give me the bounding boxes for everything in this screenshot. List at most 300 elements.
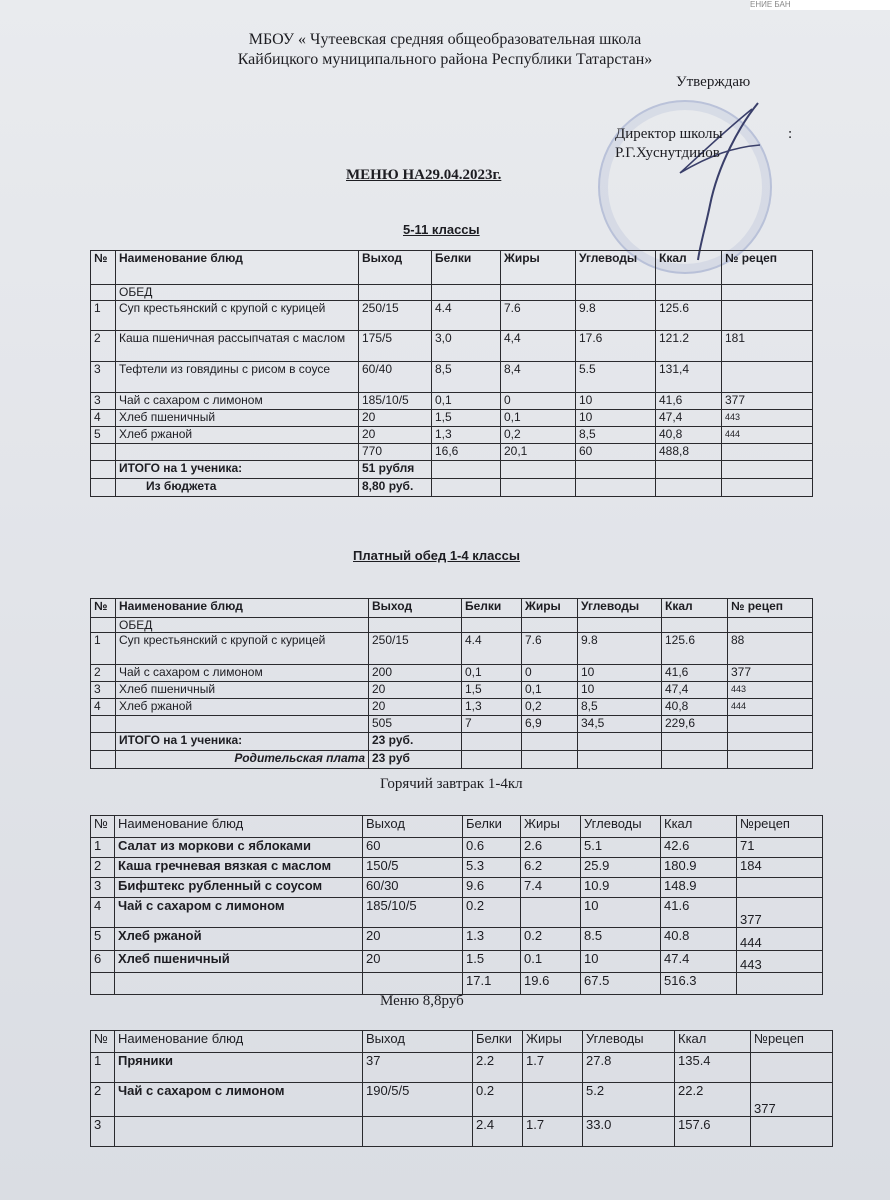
table-cell: Хлеб пшеничный	[115, 951, 363, 973]
table-cell: Салат из моркови с яблоками	[115, 838, 363, 858]
col-protein: Белки	[473, 1031, 523, 1053]
table2-caption: Платный обед 1-4 классы	[353, 548, 520, 563]
table-cell: 3	[91, 878, 115, 898]
table-cell	[91, 716, 116, 733]
table-cell: 443	[722, 410, 813, 427]
table-cell: 27.8	[583, 1053, 675, 1083]
table-cell: Хлеб ржаной	[116, 427, 359, 444]
table-cell: 5.3	[463, 858, 521, 878]
section-label: ОБЕД	[116, 285, 359, 301]
table-cell	[522, 618, 578, 633]
table-cell	[578, 618, 662, 633]
col-fat: Жиры	[501, 251, 576, 285]
table-row	[91, 699, 813, 716]
table-cell: 181	[722, 331, 813, 362]
table-cell: 0.2	[521, 928, 581, 951]
table-cell: 3,0	[432, 331, 501, 362]
col-recipe: № рецеп	[722, 251, 813, 285]
table-cell: 8,5	[578, 699, 662, 716]
table-cell	[462, 751, 522, 769]
table-cell: 0.1	[521, 951, 581, 973]
table-cell: 10	[581, 951, 661, 973]
col-portion: Выход	[363, 816, 463, 838]
table-cell	[728, 716, 813, 733]
table-cell	[737, 878, 823, 898]
school-name-line1: МБОУ « Чутеевская средняя общеобразовательная школа	[248, 31, 642, 48]
table3-caption: Горячий завтрак 1-4кл	[380, 776, 523, 792]
table-row	[91, 410, 813, 427]
table-cell: 40.8	[661, 928, 737, 951]
school-name-line2: Кайбицкого муниципального района Республики Татарстан»	[237, 51, 653, 68]
col-number: №	[91, 1031, 115, 1053]
table-cell: 9.8	[576, 301, 656, 331]
table1-caption: 5-11 классы	[403, 222, 480, 237]
table1-section-row	[91, 285, 813, 301]
col-fat: Жиры	[521, 816, 581, 838]
table-cell: 444	[728, 699, 813, 716]
col-recipe: №рецеп	[737, 816, 823, 838]
table-cell: 47.4	[661, 951, 737, 973]
col-dish: Наименование блюд	[116, 251, 359, 285]
table-cell: 10	[578, 665, 662, 682]
table-row	[91, 682, 813, 699]
table-cell: 148.9	[661, 878, 737, 898]
table-cell: 377	[728, 665, 813, 682]
table-cell: 0,1	[522, 682, 578, 699]
table-cell: 4,4	[501, 331, 576, 362]
table-cell	[91, 973, 115, 995]
col-number: №	[91, 599, 116, 618]
table-cell	[432, 461, 501, 479]
itogo-row	[91, 733, 813, 751]
table-cell: 22.2	[675, 1083, 751, 1117]
table-cell: 135.4	[675, 1053, 751, 1083]
table-cell: 0	[501, 393, 576, 410]
table-cell: 0.2	[463, 898, 521, 928]
table-cell: Чай с сахаром с лимоном	[115, 1083, 363, 1117]
table-cell	[369, 618, 462, 633]
table-row	[91, 838, 823, 858]
table4-caption: Меню 8,8руб	[380, 993, 464, 1009]
table-cell: 444	[722, 427, 813, 444]
table-cell: 6	[91, 951, 115, 973]
table-cell: Каша гречневая вязкая с маслом	[115, 858, 363, 878]
itogo-value: 51 рубля	[359, 461, 432, 479]
table-cell: 40,8	[656, 427, 722, 444]
table-cell: 3	[91, 682, 116, 699]
table-cell: 250/15	[359, 301, 432, 331]
table-cell: 443	[728, 682, 813, 699]
table-cell	[462, 733, 522, 751]
col-carbs: Углеводы	[581, 816, 661, 838]
table-cell: 125.6	[662, 633, 728, 665]
table-cell: 0,1	[462, 665, 522, 682]
table-cell: 444	[737, 928, 823, 951]
budget-value: 8,80 руб.	[359, 479, 432, 497]
table-cell: Чай с сахаром с лимоном	[115, 898, 363, 928]
corner-text: ЕНИЕ БАН	[750, 0, 791, 9]
table-cell: 16,6	[432, 444, 501, 461]
table-cell: 1	[91, 301, 116, 331]
section-label: ОБЕД	[116, 618, 369, 633]
table-cell	[522, 751, 578, 769]
table-cell: Пряники	[115, 1053, 363, 1083]
table-cell	[662, 618, 728, 633]
itogo-label: ИТОГО на 1 ученика:	[116, 461, 359, 479]
itogo-value: 23 руб.	[369, 733, 462, 751]
table-cell: 41,6	[662, 665, 728, 682]
col-kcal: Ккал	[662, 599, 728, 618]
table-cell: 1.3	[463, 928, 521, 951]
table-cell: 125.6	[656, 301, 722, 331]
table-cell: 2.2	[473, 1053, 523, 1083]
table-cell: 60	[576, 444, 656, 461]
table-cell: 2	[91, 858, 115, 878]
table-cell: Чай с сахаром с лимоном	[116, 393, 359, 410]
table-cell: 34,5	[578, 716, 662, 733]
table-cell: 0,1	[501, 410, 576, 427]
table-row	[91, 362, 813, 393]
table-cell: 2.4	[473, 1117, 523, 1147]
table-cell: 190/5/5	[363, 1083, 473, 1117]
table-cell: 41.6	[661, 898, 737, 928]
table-cell: 505	[369, 716, 462, 733]
totals-row	[91, 973, 823, 995]
table-cell: 8,5	[576, 427, 656, 444]
director-title: Директор школы	[615, 126, 723, 142]
totals-row	[91, 444, 813, 461]
table-cell	[363, 1117, 473, 1147]
table-cell: 10	[576, 410, 656, 427]
table-cell: 20	[369, 682, 462, 699]
table-cell: 47,4	[662, 682, 728, 699]
table-cell: 1	[91, 633, 116, 665]
table-cell	[501, 461, 576, 479]
table-cell: 0,2	[501, 427, 576, 444]
table-cell: 5.1	[581, 838, 661, 858]
table-cell: 488,8	[656, 444, 722, 461]
table-cell: 2	[91, 1083, 115, 1117]
table-5-11	[90, 250, 813, 497]
table-cell: 0,1	[432, 393, 501, 410]
table-cell	[656, 285, 722, 301]
table-cell: 1,5	[462, 682, 522, 699]
table-cell: 1,3	[462, 699, 522, 716]
corner-clipping	[750, 0, 890, 10]
table-cell: 5	[91, 928, 115, 951]
table-cell	[91, 444, 116, 461]
budget-label: Из бюджета	[116, 479, 359, 497]
itogo-row	[91, 461, 813, 479]
table-cell: 443	[737, 951, 823, 973]
table-cell: 20	[369, 699, 462, 716]
table-cell	[722, 444, 813, 461]
table-cell	[91, 285, 116, 301]
table-cell: 0,2	[522, 699, 578, 716]
table-cell: 37	[363, 1053, 473, 1083]
table-cell: 67.5	[581, 973, 661, 995]
table-cell	[523, 1083, 583, 1117]
table-cell: 4.4	[432, 301, 501, 331]
table-cell: 4	[91, 410, 116, 427]
table-cell	[751, 1117, 833, 1147]
table-cell: 121.2	[656, 331, 722, 362]
table-cell: 47,4	[656, 410, 722, 427]
col-recipe: № рецеп	[728, 599, 813, 618]
table-cell: 10	[581, 898, 661, 928]
table-cell: 10.9	[581, 878, 661, 898]
table-cell: 0.6	[463, 838, 521, 858]
col-recipe: №рецеп	[751, 1031, 833, 1053]
table-cell: 150/5	[363, 858, 463, 878]
table-menu-8-8	[90, 1030, 833, 1147]
table-cell: 20	[363, 928, 463, 951]
col-fat: Жиры	[522, 599, 578, 618]
table-cell: 8,5	[432, 362, 501, 393]
table-cell: 1.7	[523, 1117, 583, 1147]
table-cell	[91, 479, 116, 497]
col-kcal: Ккал	[656, 251, 722, 285]
director-colon: :	[788, 126, 793, 142]
table-cell: Хлеб пшеничный	[116, 410, 359, 427]
table-cell	[722, 461, 813, 479]
table-cell	[522, 733, 578, 751]
signature	[640, 95, 780, 265]
table-cell: 2	[91, 665, 116, 682]
director-name: Р.Г.Хуснутдинов	[615, 145, 720, 161]
menu-title: МЕНЮ НА29.04.2023г.	[346, 167, 502, 183]
table-cell: 1,3	[432, 427, 501, 444]
table-cell: Чай с сахаром с лимоном	[116, 665, 369, 682]
table-cell: 19.6	[521, 973, 581, 995]
col-fat: Жиры	[523, 1031, 583, 1053]
totals-row	[91, 716, 813, 733]
table-paid-lunch	[90, 598, 813, 769]
table-cell	[116, 716, 369, 733]
table-cell	[728, 751, 813, 769]
table-cell: Хлеб ржаной	[115, 928, 363, 951]
table-cell	[91, 751, 116, 769]
table-cell: 4.4	[462, 633, 522, 665]
table-cell	[91, 461, 116, 479]
table-cell	[728, 618, 813, 633]
table-cell: 9.6	[463, 878, 521, 898]
table-cell	[576, 285, 656, 301]
table-cell: Тефтели из говядины с рисом в соусе	[116, 362, 359, 393]
table-cell	[737, 973, 823, 995]
table-cell	[91, 618, 116, 633]
table-cell: 180.9	[661, 858, 737, 878]
table-cell: 5.5	[576, 362, 656, 393]
col-dish: Наименование блюд	[115, 1031, 363, 1053]
table-cell	[115, 1117, 363, 1147]
table4-header-row	[91, 1031, 833, 1053]
table-cell: 7.4	[521, 878, 581, 898]
table-cell: 71	[737, 838, 823, 858]
table-cell	[722, 285, 813, 301]
table-row	[91, 878, 823, 898]
table-cell	[722, 479, 813, 497]
table-cell	[501, 479, 576, 497]
table-row	[91, 427, 813, 444]
table-cell: 1,5	[432, 410, 501, 427]
table-cell: 377	[722, 393, 813, 410]
table-cell	[722, 362, 813, 393]
col-protein: Белки	[463, 816, 521, 838]
col-carbs: Углеводы	[578, 599, 662, 618]
table-row	[91, 951, 823, 973]
table-row	[91, 928, 823, 951]
table-cell	[521, 898, 581, 928]
table-cell: 60/40	[359, 362, 432, 393]
table-cell: 17.6	[576, 331, 656, 362]
itogo-label: ИТОГО на 1 ученика:	[116, 733, 369, 751]
table-cell	[501, 285, 576, 301]
table-cell: 33.0	[583, 1117, 675, 1147]
col-kcal: Ккал	[675, 1031, 751, 1053]
table-cell	[432, 479, 501, 497]
table-cell	[576, 479, 656, 497]
table-cell: 377	[737, 898, 823, 928]
table-cell: 229,6	[662, 716, 728, 733]
table-cell: 7.6	[501, 301, 576, 331]
table-cell: Бифштекс рубленный с соусом	[115, 878, 363, 898]
table-cell	[462, 618, 522, 633]
table3-header-row	[91, 816, 823, 838]
col-carbs: Углеводы	[583, 1031, 675, 1053]
table-cell	[751, 1053, 833, 1083]
col-carbs: Углеводы	[576, 251, 656, 285]
col-protein: Белки	[462, 599, 522, 618]
table-cell: 7	[462, 716, 522, 733]
table-cell: 200	[369, 665, 462, 682]
table-cell: Суп крестьянский с крупой с курицей	[116, 301, 359, 331]
table-cell: 9.8	[578, 633, 662, 665]
table-cell: 1.5	[463, 951, 521, 973]
table-cell: 8,4	[501, 362, 576, 393]
table-cell	[359, 285, 432, 301]
table-cell: 17.1	[463, 973, 521, 995]
table-cell: Суп крестьянский с крупой с курицей	[116, 633, 369, 665]
table-cell: 6.2	[521, 858, 581, 878]
table-cell	[363, 973, 463, 995]
table-cell: 0.2	[473, 1083, 523, 1117]
table-cell	[116, 444, 359, 461]
table-cell	[578, 733, 662, 751]
parent-fee-value: 23 руб	[369, 751, 462, 769]
table-cell	[576, 461, 656, 479]
table-cell	[662, 751, 728, 769]
table-cell	[115, 973, 363, 995]
table-cell	[432, 285, 501, 301]
col-dish: Наименование блюд	[116, 599, 369, 618]
table-row	[91, 1053, 833, 1083]
table-cell	[662, 733, 728, 751]
table-cell: Хлеб ржаной	[116, 699, 369, 716]
table-cell: 1	[91, 838, 115, 858]
table-cell: Хлеб пшеничный	[116, 682, 369, 699]
table-cell: 5	[91, 427, 116, 444]
table-cell: 184	[737, 858, 823, 878]
table-cell: 20	[359, 427, 432, 444]
table-cell: 20,1	[501, 444, 576, 461]
table-cell: 377	[751, 1083, 833, 1117]
table-cell: 4	[91, 699, 116, 716]
table-cell: 1	[91, 1053, 115, 1083]
col-kcal: Ккал	[661, 816, 737, 838]
table-row	[91, 393, 813, 410]
table-row	[91, 301, 813, 331]
table1-header-row	[91, 251, 813, 285]
table-row	[91, 331, 813, 362]
table-cell: 40,8	[662, 699, 728, 716]
table-row	[91, 1083, 833, 1117]
table-cell: 4	[91, 898, 115, 928]
table-cell: 8.5	[581, 928, 661, 951]
table-cell	[578, 751, 662, 769]
table-cell: 42.6	[661, 838, 737, 858]
table-cell: 10	[578, 682, 662, 699]
table-cell	[91, 733, 116, 751]
table-cell: 185/10/5	[363, 898, 463, 928]
table-cell: 0	[522, 665, 578, 682]
col-number: №	[91, 251, 116, 285]
table-cell: 516.3	[661, 973, 737, 995]
table-cell: 41,6	[656, 393, 722, 410]
table-cell: 20	[363, 951, 463, 973]
table-cell: 770	[359, 444, 432, 461]
budget-row	[91, 479, 813, 497]
table-cell	[722, 301, 813, 331]
table-cell: Каша пшеничная рассыпчатая с маслом	[116, 331, 359, 362]
col-number: №	[91, 816, 115, 838]
table-cell: 20	[359, 410, 432, 427]
table-cell: 88	[728, 633, 813, 665]
parent-fee-label: Родительская плата	[116, 751, 369, 769]
table-cell: 185/10/5	[359, 393, 432, 410]
col-portion: Выход	[363, 1031, 473, 1053]
table-cell	[728, 733, 813, 751]
table-cell: 10	[576, 393, 656, 410]
table-cell: 6,9	[522, 716, 578, 733]
table-cell: 157.6	[675, 1117, 751, 1147]
approve-label: Утверждаю	[676, 74, 751, 90]
totals-row	[91, 1117, 833, 1147]
table-cell: 175/5	[359, 331, 432, 362]
table-cell: 3	[91, 1117, 115, 1147]
table-row	[91, 665, 813, 682]
table-cell: 7.6	[522, 633, 578, 665]
table-cell: 250/15	[369, 633, 462, 665]
table-cell: 3	[91, 362, 116, 393]
table-cell: 131,4	[656, 362, 722, 393]
table-cell	[656, 479, 722, 497]
col-protein: Белки	[432, 251, 501, 285]
table-row	[91, 633, 813, 665]
table-hot-breakfast	[90, 815, 823, 995]
col-portion: Выход	[369, 599, 462, 618]
col-dish: Наименование блюд	[115, 816, 363, 838]
table-cell: 60/30	[363, 878, 463, 898]
table2-header-row	[91, 599, 813, 618]
table-cell: 1.7	[523, 1053, 583, 1083]
table-cell	[656, 461, 722, 479]
table-cell: 3	[91, 393, 116, 410]
table-cell: 5.2	[583, 1083, 675, 1117]
col-portion: Выход	[359, 251, 432, 285]
table-cell: 2	[91, 331, 116, 362]
table-cell: 2.6	[521, 838, 581, 858]
